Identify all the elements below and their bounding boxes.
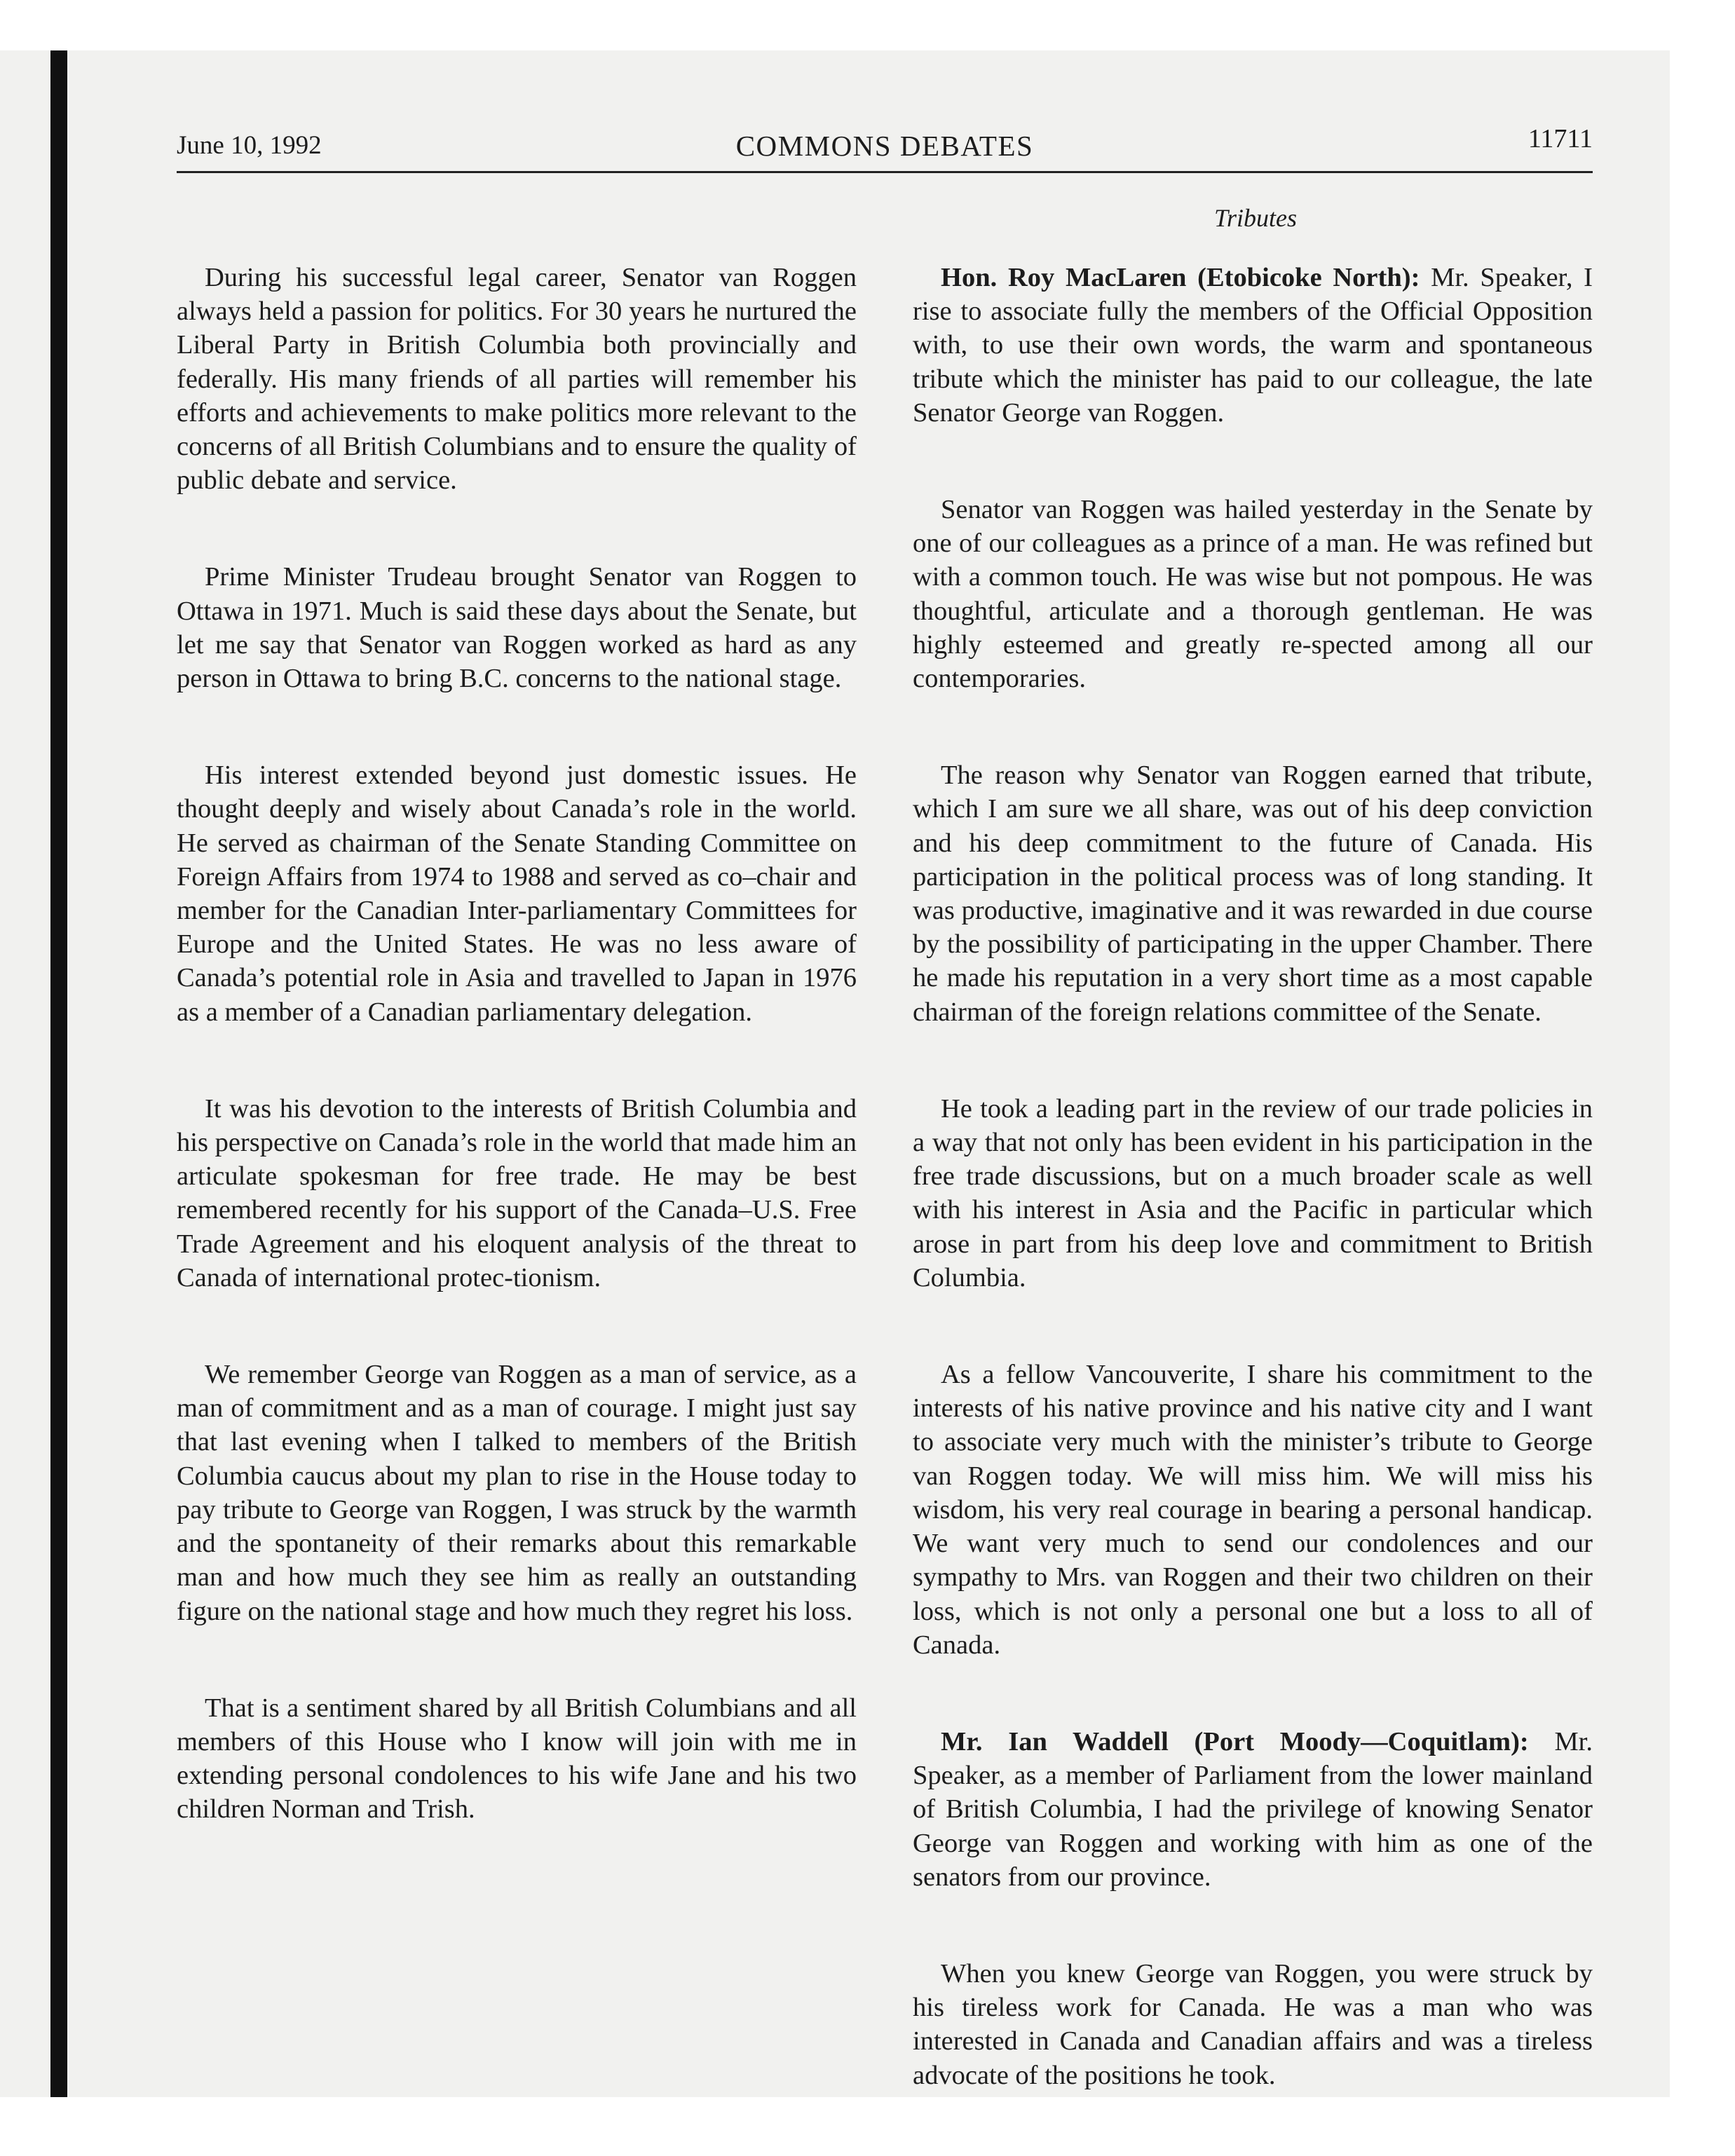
paragraph: Senator van Roggen was hailed yesterday in the Senate by one of our colleagues as a prince of a man. He was refined but with a common touch. He was wise but not pompous. He was thoughtful, articulate and a thorough gentleman. He was highly esteemed and greatly re-spected among all our contemporaries. xyxy=(913,495,1593,694)
paragraph: His interest extended beyond just domestic issues. He thought deeply and wisely about Canada’s role in the world. He served as chairman of the Senate Standing Committee on Foreign Affairs from 1974 to 1988 and served as co–chair and member for the Canadian Inter-parliamentary Committees for Europe and the United States. He was no less aware of Canada’s potential role in Asia and travelled to Japan in 1976 as a member of a Canadian parliamentary delegation. xyxy=(177,760,857,1027)
header-rule xyxy=(177,171,1593,173)
paragraph: It was his devotion to the interests of British Columbia and his perspective on Canada’s role in the world that made him an articulate spokesman for free trade. He may be best remembered recently for his support of the Canada–U.S. Free Trade Agreement and his eloquent analysis of the threat to Canada of international protec-tionism. xyxy=(177,1093,857,1292)
speaker-name: Hon. Roy MacLaren (Etobicoke North): xyxy=(941,263,1420,292)
speech-paragraph xyxy=(913,1725,1593,1894)
speech-text: Mr. Speaker, I rise to associate fully the members of the Official Opposition with, to use their own words, the warm and spontaneous tribute which the minister has paid to our colleague, the late Senator George van Roggen. xyxy=(913,263,1593,428)
speech-paragraph xyxy=(913,261,1593,430)
page-header xyxy=(177,123,1593,172)
page-number: 11711 xyxy=(1528,124,1593,153)
paragraph: Prime Minister Trudeau brought Senator van Roggen to Ottawa in 1971. Much is said these days about the Senate, but let me say that Senator van Roggen worked as hard as any person in Ottawa to bring B.C. concerns to the national stage. xyxy=(177,562,857,694)
scan-edge-shadow xyxy=(50,50,67,2097)
left-column xyxy=(177,261,857,1890)
paragraph: The reason why Senator van Roggen earned that tribute, which I am sure we all share, was out of his deep conviction and his deep commitment to the future of Canada. His participation in the political process was of long standing. It was productive, imaginative and it was rewarded in due course by the possibility of participating in the upper Chamber. There he made his reputation in a very short time as a most capable chairman of the foreign relations committee of the Senate. xyxy=(913,760,1593,1027)
speech-text: Mr. Speaker, as a member of Parliament from the lower mainland of British Columbia, I had the privilege of knowing Senator George van Roggen and working with him as one of the senators from our province. xyxy=(913,1726,1593,1892)
header-date: June 10, 1992 xyxy=(177,131,322,160)
right-column xyxy=(913,261,1593,2155)
speaker-name: Mr. Ian Waddell (Port Moody—Coquitlam): xyxy=(941,1726,1529,1756)
paragraph: We remember George van Roggen as a man of service, as a man of commitment and as a man of courage. I might just say that last evening when I talked to members of the British Columbia caucus about my plan to rise in the House today to pay tribute to George van Roggen, I was struck by the warmth and the spontaneity of their remarks about this remarkable man and how much they see him as really an outstanding figure on the national stage and how much they regret his loss. xyxy=(177,1360,857,1626)
header-title: COMMONS DEBATES xyxy=(735,130,1034,162)
section-label: Tributes xyxy=(1213,204,1298,232)
paragraph: He took a leading part in the review of our trade policies in a way that not only has been evident in his participation in the free trade discussions, but on a much broader scale as well with his interest in Asia and the Pacific in particular which arose in part from his deep love and commitment to British Columbia. xyxy=(913,1093,1593,1292)
paragraph: As a fellow Vancouverite, I share his commitment to the interests of his native province and his native city and I want to associate very much with the minister’s tribute to George van Roggen today. We will miss him. We will miss his wisdom, his very real courage in bearing a personal handicap. We want very much to send our condolences and our sympathy to Mrs. van Roggen and their two children on their loss, which is not only a personal one but a loss to all of Canada. xyxy=(913,1360,1593,1660)
paragraph: During his successful legal career, Senator van Roggen always held a passion for politics. For 30 years he nurtured the Liberal Party in British Columbia both provincially and federally. His many friends of all parties will remember his efforts and achievements to make politics more relevant to the concerns of all British Columbians and to ensure the quality of public debate and service. xyxy=(177,263,857,496)
paragraph: When you knew George van Roggen, you were struck by his tireless work for Canada. He was a man who was interested in Canada and Canadian affairs and was a tireless advocate of the positions he took. xyxy=(913,1958,1593,2090)
paragraph: That is a sentiment shared by all British Columbians and all members of this House who I know will join with me in extending personal condolences to his wife Jane and his two children Norman and Trish. xyxy=(177,1693,857,1824)
